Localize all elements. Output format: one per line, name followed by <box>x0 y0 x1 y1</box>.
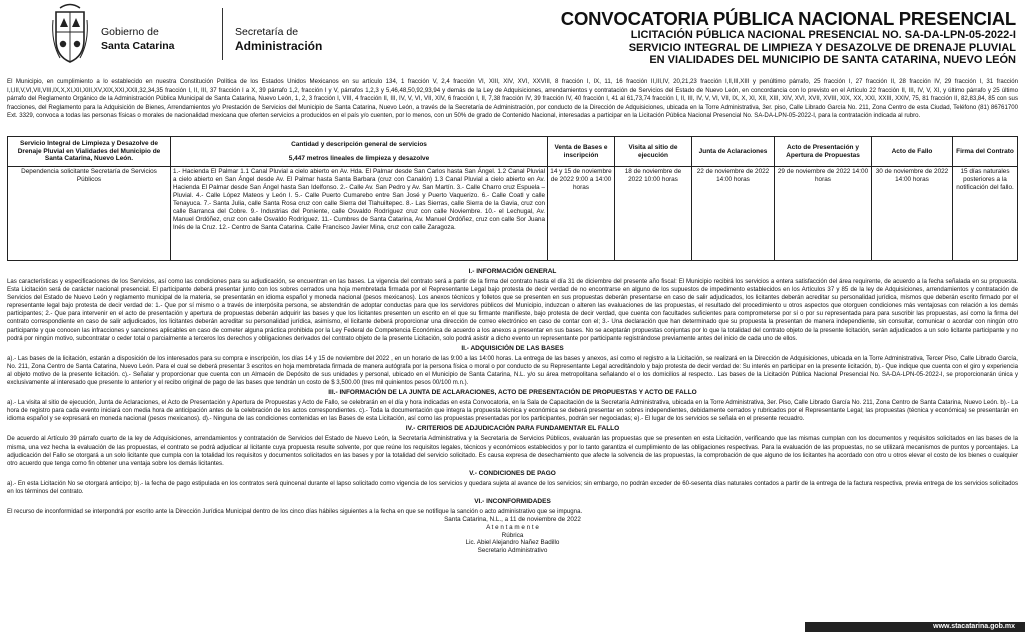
atentamente: A t e n t a m e n t e <box>486 523 539 531</box>
th-firma: Firma del Contrato <box>953 137 1018 167</box>
sec-line2: Administración <box>235 39 323 53</box>
section-title-3: III.- INFORMACIÓN DE LA JUNTA DE ACLARACIONES, ACTO DE PRESENTACIÓN DE PROPUESTAS Y ACTO DE FALLO <box>328 389 697 397</box>
notice-subtitle-1: LICITACIÓN PÚBLICA NACIONAL PRESENCIAL NO. SA-DA-LPN-05-2022-I <box>630 29 1016 41</box>
government-label <box>101 25 175 53</box>
section-text-2: a).- Las bases de la licitación, estarán a disposición de los interesados para su compra e inscripción, los días 14 y 15 de noviembre del 2022 , en un horario de las 9:00 a las 14:00 horas. La entrega de las bases y anexos, así como el registro a la Licitación, se realizará en la Dirección de Adquisiciones, ubicada en la Torre Administrativa, Tercer Piso, Calle Librado García, No. 211, Zona Centro de Santa Catarina, Nuevo León. Para el cual se deberá presentar 3 escritos en hoja membretada firmada de manera autógrafa por la persona física o moral o por conducto de su Representante Legal acreditándolo y bajo protesta de decir verdad de: Su interés en participar en la presente licitación, b).- Que indique que cuenta con el giro y experiencia al objeto motivo de la presente licitación. c).- Señalar y proporcionar que cuenta con un Almacén de Depósito de sus unidades y personal, ubicado en el Municipio de Santa Catarina, N.L. y/o su área metropolitana señalando el o los domicilios al respecto.. Las bases de la Licitación Pública Nacional Presencial No. SA-DA-LPN-05-2022-I, se proporcionarán única y exclusivamente al interesado que presente lo anterior y el recibo original de pago de las bases que tendrán un costo de $ 3,500.00 (tres mil quinientos pesos 00/100 m.n.). <box>7 354 1018 387</box>
signer-role: Secretario Administrativo <box>477 547 548 555</box>
footer-url[interactable]: www.stacatarina.gob.mx <box>805 622 1025 632</box>
cell-fallo: 30 de noviembre de 2022 14:00 horas <box>872 167 953 261</box>
gov-line2: Santa Catarina <box>101 40 175 52</box>
table-row <box>8 167 1018 261</box>
cell-descripcion: 1.- Hacienda El Palmar 1.1 Canal Pluvial a cielo abierto en Av. Hda. El Palmar desde San Carlos hasta San Ángel. 1.2 Canal Pluvial a cielo abierto en San Ángel desde Av. El Palmar hasta Santa Barbara (cruz con Canalón) 1.3 Canal Pluvial a cielo abierto en Av. Hacienda El Palmar desde San Ángel hasta San Idelfonso. 2.- Calle Av. San Pedro y Av. San Martín. 3.- Calle Charro cruz Espuela – Pluvial. 4.- Calle López Mateos y León I. 5.- Calle Puerto Cumarebo entre San José y Puerto Vaquerizo. 6.- Calle Coatl y calle Tenayuca. 7.- Santa Julia, calle Santa Rosa cruz con calle Sierra del Tlahuiltepec. 8.- Las Sierras, calle Sierra de la Gavia, cruz con calle Barranca del Cobre. 9.- Industrias del Poniente, calle Osvaldo Rodríguez cruz con calle Noviembre. 10.- el Lechugal, Av. Manuel Ordóñez, cruz con calle Osvaldo Rodríguez. 11.- Cumbres de Santa Catarina, Av. Manuel Ordóñez, cruz con calle Sor Juana Inés de la Cruz. 12.- Centro de Santa Catarina. Calle Francisco Javier Mina, cruz con calle Zaragoza. <box>171 167 548 261</box>
section-text-1: Las características y especificaciones de los Servicios, así como las condiciones para su adjudicación, se encuentran en las bases. La vigencia del contrato será a partir de la firma del contrato hasta el día 31 de diciembre del presente año fiscal: El Municipio recibirá los servicios a entera satisfacción del área requirente, de acuerdo a la fecha señalada en su propuesta. Esta Licitación será de carácter nacional presencial. El participante deberá presentar junto con los sobres cerrados una hoja membretada firmada por el Representante Legal bajo protesta de decir verdad de no encontrarse en alguno de los supuestos de impedimento establecidos en los Artículos 37 y 85 de la ley de Adquisiciones, arrendamientos y contratación de Servicios del Estado de Nuevo León y reglamento municipal de la materia, se presentarán en idioma español y moneda nacional (pesos mexicanos). Los anexos técnicos y folletos que se presenten en sus propuestas deberán presentarse en caso de salir adjudicados, los licitantes deberán acreditar su personalidad jurídica, mismos que deberán escrito firmado por el representante legal bajo protesta de decir verdad de: 1.- Que por sí mismo o a través de interpósita persona, se abstendrán de adoptar conductas para que los servidores públicos del Municipio, induzcan o alteren las evaluaciones de las propuestas, el resultado del procedimiento u otros aspectos que otorguen condiciones más ventajosas con relación a los demás participantes; 2.- Que para intervenir en el acto de presentación y apertura de propuestas deberán adquirir las bases y que los licitantes presenten un escrito en el que su firmante manifieste, bajo protesta de decir verdad, que cuenta con facultades suficientes para comprometerse por sí o por su representada para para suscribir las propuestas, así como la firma del contrato correspondiente en caso de salir adjudicados, los licitantes deberán acreditar su personalidad jurídica, asimismo, el licitante deberá proporcionar una dirección de correo electrónico en caso de contar con el; 3.- Una declaración que han determinado que su propuesta la presentan de manera independiente, sin consultar, comunicar o acordar con ningún otro participante y que conocen las infracciones y sanciones aplicables en caso de cometer alguna práctica prohibida por la Ley Federal de Competencia Económica de acuerdo a los anexos a presentar en sus bases. No se aceptarán propuestas conjuntas por lo que la totalidad del contrato objeto de la presente licitación, serán adjudicados a un solo licitante participante y no podrá por ningún motivo, subcontratar o ceder total o parcialmente a terceros los derechos y obligaciones derivados del contrato objeto de la presente Licitación, solo podrá asistir a dicho evento un representante por participante registrándose previamente antes del inicio de cada uno de ellos. <box>7 278 1018 342</box>
cell-apertura: 29 de noviembre de 2022 14:00 horas <box>775 167 872 261</box>
section-text-5: a).- En esta Licitación No se otorgará anticipo; b).- la fecha de pago estipulada en los contratos será quincenal durante el lapso solicitado como vigencia de los servicios y quedara sujeta al avance de los servicios; sin embargo, no podrán exceder de 60-sesenta días naturales contados a partir de la entrega de la factura respectiva, previa entrega de los servicios solicitados en los términos del contrato. <box>7 479 1018 495</box>
schedule-table <box>7 136 1018 261</box>
sec-line1: Secretaría de <box>235 26 299 38</box>
notice-subtitle-3: EN VIALIDADES DEL MUNICIPIO DE SANTA CATARINA, NUEVO LEÓN <box>649 54 1016 66</box>
section-text-6: El recurso de inconformidad se interpondrá por escrito ante la Dirección Jurídica Municipal dentro de los cinco días hábiles siguientes a la fecha en que se notifique la sanción o acto administrativo que se impugna. <box>7 507 583 515</box>
notice-title: CONVOCATORIA PÚBLICA NACIONAL PRESENCIAL <box>560 8 1016 29</box>
th-apertura: Acto de Presentación y Apertura de Propuestas <box>775 137 872 167</box>
cell-venta: 14 y 15 de noviembre de 2022 9:00 a 14:00 horas <box>548 167 615 261</box>
th-description-sub: 5,447 metros lineales de limpieza y desazolve <box>288 154 430 162</box>
notice-subtitle-2: SERVICIO INTEGRAL DE LIMPIEZA Y DESAZOLVE DE DRENAJE PLUVIAL <box>628 41 1016 54</box>
notice-body <box>7 266 1018 555</box>
cell-visita: 18 de noviembre de 2022 10:00 horas <box>615 167 692 261</box>
header-divider <box>222 8 223 60</box>
signature-block <box>7 516 1018 555</box>
section-title-1: I.- INFORMACIÓN GENERAL <box>468 268 557 275</box>
th-visita: Visita al sitio de ejecución <box>615 137 692 167</box>
section-title-2: II.- ADQUISICIÓN DE LAS BASES <box>461 344 564 352</box>
section-title-4: IV.- CRITERIOS DE ADJUDICACIÓN PARA FUNDAMENTAR EL FALLO <box>405 425 620 433</box>
cell-firma: 15 días naturales posteriores a la notificación del fallo. <box>953 167 1018 261</box>
table-header-row <box>8 137 1018 167</box>
place-date: Santa Catarina, N.L., a 11 de noviembre de 2022 <box>444 516 581 524</box>
cell-dependencia: Dependencia solicitante Secretaría de Servicios Públicos <box>8 167 171 261</box>
th-service: Servicio Integral de Limpieza y Desazolve de Drenaje Pluvial en Vialidades del Municipio de Santa Catarina, Nuevo León. <box>8 137 171 167</box>
header <box>0 0 1025 78</box>
notice-title-block <box>561 8 1016 67</box>
signer-name: Lic. Abiel Alejandro Nañez Badillo <box>465 539 560 547</box>
section-title-6: VI.- INCONFORMIDADES <box>474 497 551 505</box>
th-venta: Venta de Bases e inscripción <box>548 137 615 167</box>
intro-paragraph: El Municipio, en cumplimiento a lo establecido en nuestra Constitución Política de los Estados Unidos Mexicanos en su artículo 134, 1 fracción V, 2,4 fracción VI, XIII, XIV, XVI, XXVIII, 8 fracción I, IX, 11, 16 fracción II,III,IV, 20,21,23 fracción I,II,III,XIII y penúltimo párrafo, 25 fracción I, 27 fracción II, 28 fracción IV, 29 fracción I, 31 fracción I,I,III,V,VI,VII,VIII,IX,X,XI,XII,XIII,XV,XIX,XXI,XXII,32,34,35 fracción I, II, III, 37 fracción I a X, 39 párrafo 1,2, fracción I y V, párrafos 1,2,3 y 5,46,48,50,92,93,94 y demás de la Ley de Adquisiciones, arrendamientos y contratación de Servicios del Estado de Nuevo León, en concordancia con lo previsto en el Artículo 22 fracción II, III, IV, V, XI, y último párrafo y 25 último párrafo del Reglamento Orgánico de la Administración Pública Municipal de Santa Catarina, Nuevo León, 1, 2, 3 fracción I, VIII, 4 fracción II, III, IV, V, VI, VII, XIV, 6 fracción I, II, 7,38 fracción IV, 39 fracción IV, 40 fracción I, 41 al 61,73,74 fracción I, II, III, IV, V, VI, VII, IX, X, XI, XII, XIII, XIV, XVI, XVII, XVIII, XIX, XX, XXI, XXIII, XXIV, 75, 81 fracción II, 82,83,84, 85 con sus fracciones, del Reglamento para la Adquisición de Bienes, Arrendamientos y/o Prestación de Servicios del Municipio de Santa Catarina, Nuevo León, a través de la Secretaría de Administración, por conducto de la Dirección de Adquisiciones, ubicada en la Torre Administrativa, 3er. piso, Calle Librado García No. 211, Zona Centro de esta Ciudad, Teléfono (81) 86761700 Ext. 3329, convoca a todas las personas físicas o morales de nacionalidad mexicana que oferten servicios a producidos en el país y/o cuenten, por lo menos, con un 50% de grado de Contenido Nacional, interesadas a participar en la Licitación Pública Nacional Presencial No. SA-DA-LPN-05-2022-I, para la contratación indicada al rubro. <box>7 78 1018 119</box>
gov-line1: Gobierno de <box>101 26 159 38</box>
secretariat-label <box>235 25 322 53</box>
th-description <box>171 137 548 167</box>
section-text-3: a).- La visita al sitio de ejecución, Junta de Aclaraciones, el Acto de Presentación y Apertura de Propuestas y Acto de Fallo, se celebrarán en el día y hora indicadas en esta Convocatoria, en la Sala de Capacitación de la Secretaría Administrativa, ubicada en la Torre Administrativa, 3er. Piso, Calle Librado García No. 211, Zona Centro de Santa Catarina, Nuevo León. b).- La hora de registro para cada evento iniciará con media hora de anticipación antes de la celebración de los actos correspondientes. c).- Toda la documentación que integra la propuesta técnica y económica se deberá presentar en sobres independientes, debidamente cerrados y rubricados por el Representante Legal; las propuestas (técnica y económica) se presentarán en idioma español y se expresará en moneda nacional (pesos mexicanos). d).- Ninguna de las condiciones contenidas en las Bases de esta Licitación, así como las propuestas presentadas por los participantes, podrán ser negociadas; e).- El lugar de los servicios se señala en el presente recuadro. <box>7 399 1018 423</box>
cell-junta: 22 de noviembre de 2022 14:00 horas <box>692 167 775 261</box>
rubrica: Rúbrica <box>501 531 524 539</box>
th-fallo: Acto de Fallo <box>872 137 953 167</box>
section-title-5: V.- CONDICIONES DE PAGO <box>469 469 556 477</box>
section-text-4: De acuerdo al Artículo 39 párrafo cuarto de la ley de Adquisiciones, arrendamientos y contratación de Servicios del Estado de Nuevo León, la Secretaría Administrativa y la Secretaría de Servicios Públicos, evaluarán las propuestas que se presenten en esta Licitación, verificando que las mismas cumplan con los documentos y requisitos solicitados en las bases de la misma, una vez hecha la evaluación de las propuestas, el contrato se podrá adjudicar al licitante cuya propuesta resulte solvente, por que reúne los requisitos legales, técnicos y económicos establecidos y por lo tanto garantiza el cumplimiento de las obligaciones respectivas. Para la evaluación de las propuestas, no se utilizará mecanismos de puntos y porcentajes. La adjudicación del Fallo se otorgará a un solo licitante que cumpla con la totalidad los requisitos y documentos solicitados en las bases y por la totalidad del servicio solicitado. Es causa expresa de desechamiento que afecte la solvencia de las propuestas, la comprobación de que alguno de los licitantes ha acordado con otro u otros elevar el costo de los bienes o cualquier otro acuerdo que tenga como fin obtener una ventaja sobre los demás licitantes. <box>7 435 1018 467</box>
th-junta: Junta de Aclaraciones <box>692 137 775 167</box>
municipal-crest-icon <box>50 2 90 66</box>
th-description-label: Cantidad y descripción general de servicios <box>291 141 427 148</box>
